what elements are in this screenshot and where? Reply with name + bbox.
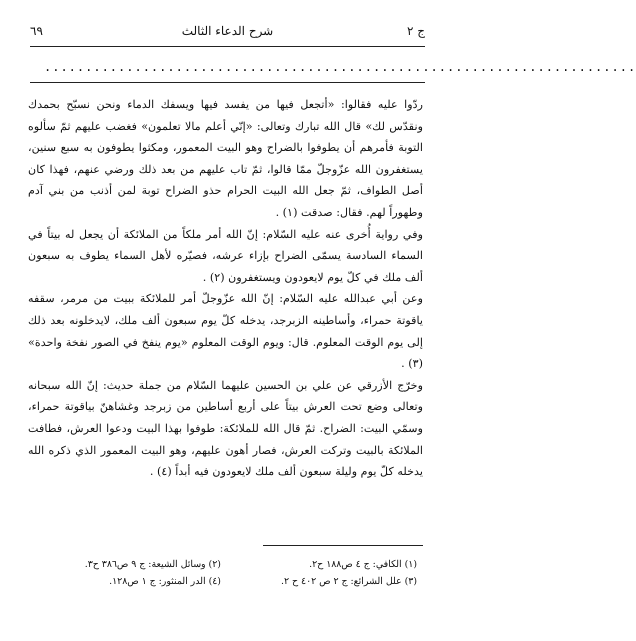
header-rule bbox=[30, 46, 425, 47]
paragraph-4: وخرّج الأزرقي عن علي بن الحسين عليهما السّلام من جملة حديث: إنّ الله سبحانه وتعالى وضع تحت العرش بيتاً على أربع أساطين من زبرجد وغشاهنّ بياقوتة حمراء، وسمّي البيت: الضراح. ثمّ قال الله للملائكة: طوفوا بهذا البيت ودعوا العرش، فطافت الملائكة بالبيت وتركت العرش، فصار أهون عليهم، وهو البيت المعمور الذي ذكره الله يدخله كلّ يوم وليلة سبعون ألف ملك لايعودون فيه أبداً (٤) . bbox=[28, 378, 423, 479]
running-header bbox=[30, 24, 425, 44]
footnote-1: (١) الكافي: ج ٤ ص١٨٨ ح٢. bbox=[309, 559, 417, 570]
chapter-title: شرح الدعاء الثالث bbox=[181, 24, 274, 38]
top-body-rule bbox=[30, 82, 425, 83]
page-number: ٦٩ bbox=[30, 24, 43, 38]
paragraph-2: وفي رواية أُخرى عنه عليه السّلام: إنّ الله أمر ملكاً من الملائكة أن يجعل له بيتاً في السماء السادسة يسمّى الضراح بإزاء عرشه، فصيّره لأهل السماء يطوف به سبعون ألف ملك في كلّ يوم لايعودون ويستغفرون (٢) . bbox=[28, 227, 423, 284]
footnote-3: (٣) علل الشرائع: ج ٢ ص ٤٠٢ ح ٢. bbox=[280, 576, 417, 587]
footnote-4: (٤) الدر المنثور: ج ١ ص١٢٨. bbox=[109, 576, 221, 587]
footnote-row bbox=[40, 556, 417, 573]
paragraph-3: وعن أبي عبدالله عليه السّلام: إنّ الله عزّوجلّ أمر للملائكة ببيت من مرمر، سقفه ياقوتة حمراء، وأساطينه الزبرجد، يدخله كلّ يوم سبعون ألف ملك، لايدخلونه بعد ذلك إلى يوم الوقت المعلوم. قال: ويوم الوقت المعلوم «يوم ينفخ في الصور نفخة واحدة» (٣) . bbox=[28, 292, 423, 371]
volume-label: ج ٢ bbox=[406, 24, 425, 38]
footnote-2: (٢) وسائل الشيعة: ج ٩ ص٣٨٦ ح٣. bbox=[84, 559, 221, 570]
footnotes bbox=[40, 556, 417, 590]
footnote-rule bbox=[263, 545, 423, 546]
dotted-separator: ........................................................................ bbox=[44, 60, 636, 74]
body-text bbox=[28, 94, 423, 483]
footnote-row bbox=[40, 573, 417, 590]
paragraph-1: ردّوا عليه فقالوا: «أتجعل فيها من يفسد فيها ويسفك الدماء ونحن نسبّح بحمدك ونقدّس لك» قال الله تبارك وتعالى: «إنّي أعلم مالا تعلمون» فغضب عليهم ثمّ سألوه التوبة فأمرهم أن يطوفوا بالضراح وهو البيت المعمور، ومكثوا يطوفون به سبع سنين، يستغفرون الله عزّوجلّ ممّا قالوا، ثمّ تاب عليهم من بعد ذلك ورضي عنهم، فهذا كان أصل الطواف، ثمّ جعل الله البيت الحرام حذو الضراح توبة لمن أذنب من بني آدم وطهوراً لهم. فقال: صدقت (١) . bbox=[28, 98, 423, 219]
